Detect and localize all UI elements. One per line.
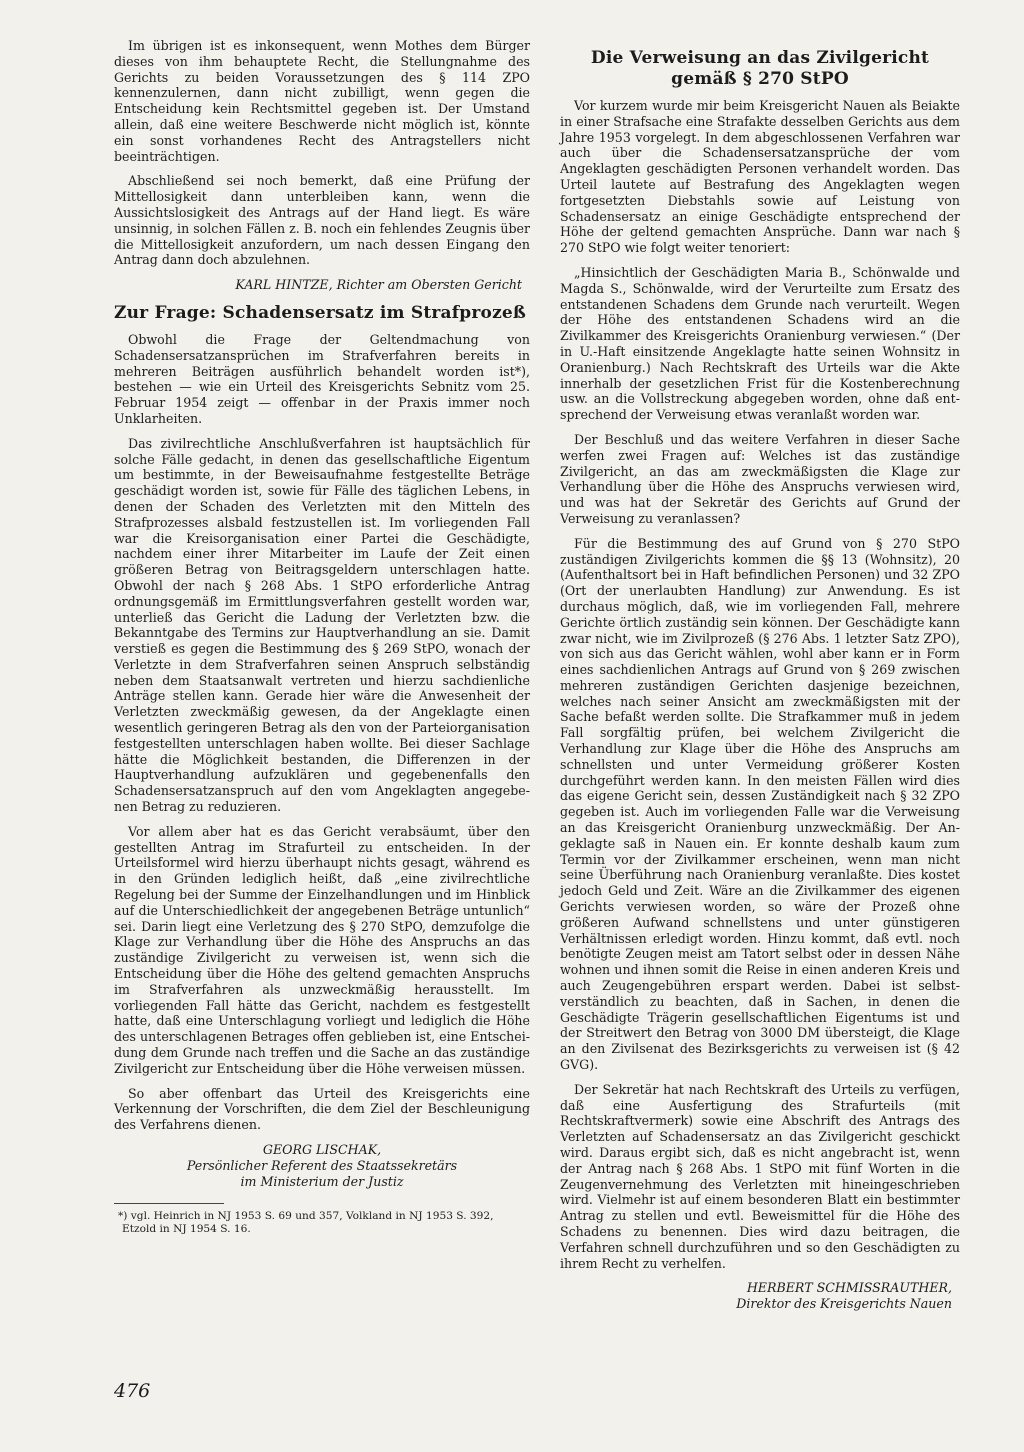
footnote: *) vgl. Heinrich in NJ 1953 S. 69 und 357, Volkland in NJ 1953 S. 392, Etzold in NJ 1954 S. 16. [118,1210,494,1236]
article-title-left: Zur Frage: Schadensersatz im Strafprozeß [114,302,527,323]
right-paragraph-3: Der Beschluß und das weitere Verfahren in dieser Sache werfen zwei Fragen auf: Welches ist das zuständige Zivilgericht, an das am zweckmäßigsten die Klage zur Verhandlung über die Höhe des Anspruchs verwiesen wird, und was hat der Sekretär des Gerichts auf Grund der Verweisung zu veranlassen? [560,431,960,526]
footnote-divider [114,1203,224,1204]
right-signature-name: HERBERT SCHMISSRAUTHER, [746,1280,952,1296]
article-title-right-line-1: Die Verweisung an das Zivilgericht [590,48,930,68]
left-article-paragraph-3: Vor allem aber hat es das Gericht verabsäumt, über den gestellten Antrag im Strafurteil zu entscheiden. In der Urteilsformel wird hierzu überhaupt nichts gesagt, während es in den Gründen lediglich heißt, daß „eine zivilrechtliche Regelung bei der Summe der Einzelhandlungen und im Hinblick auf die Unterschiedlichkeit der angegebenen Beträge untunlich“ sei. Darin liegt eine Verletzung des § 270 StPO, demzufolge die Klage zur Verhandlung über die Höhe des Anspruchs an das zuständige Zivilgericht zu verweisen ist, wenn sich die Entscheidung über die Höhe des geltend gemachten Anspruchs im Strafverfahren als unzweckmäßig herausstellt. Im vorliegenden Fall hätte das Gericht, nachdem es festgestellt hatte, daß eine Unterschlagung vorliegt und lediglich die Höhe des unterschlagenen Betrages offen geblieben ist, eine Entscheidung dem Grunde nach treffen und die Sache an das zuständige Zivilgericht zur Entscheidung über die Höhe verweisen müssen. [114,823,530,1076]
signature-name: GEORG LISCHAK, [262,1142,382,1157]
signature-role-line-1: Persönlicher Referent des Staatssekretärs [186,1157,458,1173]
right-column [560,38,960,1322]
right-paragraph-4: Für die Bestimmung des auf Grund von § 270 StPO zuständigen Zivilgerichts kommen die §§ 13 (Wohnsitz), 20 (Aufenthaltsort bei in Haft befindlichen Personen) und 32 ZPO (Ort der unerlaubten Handlung) zur Anwendung. Es ist durchaus möglich, daß, wie im vorliegenden Fall, mehrere Gerichte örtlich zuständig sein können. Der Geschädigte kann zwar nicht, wie im Zivilprozeß (§ 276 Abs. 1 letzter Satz ZPO), von sich aus das Gericht wählen, wohl aber kann er in Form eines sachdienlichen Antrags auf Grund von § 269 zwischen mehreren zuständigen Gerichten dasjenige bezeichnen, welches nach seiner Ansicht am zweckmäßigsten mit der Sache befaßt werden sollte. Die Strafkammer muß in jedem Fall sorgfältig prüfen, bei welchem Zivilgericht die Verhandlung zur Klage über die Höhe des Anspruchs am schnellsten und unter Vermeidung größerer Kosten durchgeführt werden kann. In den meisten Fällen wird dies das eigene Gericht sein, dessen Zuständigkeit nach § 32 ZPO gegeben ist. Auch im vorliegenden Falle war die Verweisung an das Kreisgericht Oranienburg unzweckmäßig. Der Angeklagte saß in Nauen ein. Er konnte deshalb kaum zum Termin vor der Zivilkammer erscheinen, wenn man nicht seine Überführung nach Oranienburg veranlaßte. Dies kostet jedoch Geld und Zeit. Wäre an die Zivilkammer des eigenen Gerichts verwiesen worden, so wäre der Prozeß ohne größeren Aufwand schnellstens und unter günstigeren Verhältnissen erledigt worden. Hinzu kommt, daß evtl. noch benötigte Zeugen meist am Tatort selbst oder in dessen Nähe wohnen und ihnen somit die Reise in einen anderen Kreis und auch Zeugengebühren erspart werden. Dabei ist selbstverständlich zu beachten, daß in Sachen, in denen die Geschädigte Trägerin gesellschaftlichen Eigentums ist und der Streitwert den Betrag von 3000 DM übersteigt, die Klage an den Zivilsenat des Bezirksgerichts zu verweisen ist (§ 42 GVG). [560,535,960,1073]
intro-paragraph-1: Im übrigen ist es inkonsequent, wenn Mothes dem Bürger dieses von ihm behauptete Recht, die Stellungnahme des Gerichts zu beiden Voraussetzungen des § 114 ZPO kennenzulernen, dann nicht zubilligt, wenn gegen die Entscheidung kein Rechtsmittel gegeben ist. Der Umstand allein, daß eine weitere Beschwerde nicht möglich ist, könnte ein sonst vorhandenes Recht des Antragstellers nicht beeinträchtigen. [114,38,530,164]
right-article-signature [560,1280,960,1312]
right-paragraph-1: Vor kurzem wurde mir beim Kreisgericht Nauen als Beiakte in einer Strafsache eine Strafakte desselben Gerichts aus dem Jahre 1953 vorgelegt. In dem abgeschlossenen Verfahren war auch über die Schadensersatzansprüche der vom Angeklagten geschädigten Personen verhandelt worden. Das Urteil lautete auf Bestrafung des Angeklagten wegen fortgesetzten Diebstahls sowie auf Leistung von Schadensersatz an einige Geschädigte entsprechend der Höhe der geltend gemachten Ansprüche. Dann war nach § 270 StPO wie folgt weiter tenoriert: [560,98,960,256]
left-article-signature [114,1142,530,1189]
left-column [114,38,530,1236]
intro-paragraph-2: Abschließend sei noch bemerkt, daß eine Prüfung der Mittellosigkeit dann unterbleiben kann, wenn die Aussichtslosigkeit des Antrags auf der Hand liegt. Es wäre unsinnig, in solchen Fällen z. B. noch ein fehlendes Zeugnis über die Mittellosigkeit anzufordern, um nach dessen Eingang den Antrag dann doch abzulehnen. [114,173,530,268]
article-title-right-line-2: gemäß § 270 StPO [671,69,849,89]
left-article-paragraph-1: Obwohl die Frage der Geltendmachung von Schadensersatzansprüchen im Strafverfahren bereits in mehreren Beiträgen ausführlich behandelt worden ist*), bestehen — wie ein Urteil des Kreisgerichts Sebnitz vom 25. Februar 1954 zeigt — offenbar in der Praxis immer noch Unklarheiten. [114,331,530,426]
left-article-paragraph-2: Das zivilrechtliche Anschlußverfahren ist hauptsächlich für solche Fälle gedacht, in denen das gesellschaftliche Eigentum um bestimmte, in der Beweisaufnahme festgestellte Beträge geschädigt worden ist, sowie für Fälle des täglichen Lebens, in denen der Schaden des Verletzten mit den Mitteln des Strafprozesses alsbald festzustellen ist. Im vorliegenden Fall war die Kreisorganisation einer Partei die Geschädigte, nachdem einer ihrer Mitarbeiter im Laufe der Zeit einen größeren Betrag von Beitragsgeldern unterschlagen hatte. Obwohl der nach § 268 Abs. 1 StPO erforderliche Antrag ordnungsgemäß im Ermittlungsverfahren gestellt worden war, unterließ das Gericht die Ladung der Verletzten bzw. die Bekanntgabe des Termins zur Hauptverhandlung an sie. Damit verstieß es gegen die Bestimmung des § 269 StPO, wonach der Verletzte in dem Strafverfahren seinen Anspruch selbständig neben dem Staatsanwalt vertreten und hierzu sachdienliche Anträge stellen kann. Gerade hier wäre die Anwesenheit der Verletzten zweckmäßig gewesen, da der Angeklagte einen wesentlich geringeren Betrag als den von der Parteiorganisation festgestellten unterschlagen haben wollte. Bei dieser Sachlage hätte die Möglichkeit bestanden, die Differenzen in der Hauptverhandlung aufzuklären und gegebenenfalls den Schadensersatzanspruch auf den vom Angeklagten angegebenen Betrag zu reduzieren. [114,435,530,815]
right-paragraph-2-quote: „Hinsichtlich der Geschädigten Maria B., Schönwalde und Magda S., Schönwalde, wird der Verurteilte zum Ersatz des entstandenen Schadens dem Grunde nach verurteilt. Wegen der Höhe des entstandenen Schadens wird an die Zivilkammer des Kreisgerichts Oranienburg verwiesen.“ (Der in U.-Haft einsitzende Angeklagte hatte seinen Wohnsitz in Oranienburg.) Nach Rechtskraft des Urteils war die Akte innerhalb der gesetzlichen Frist für die Kostenberechnung usw. an die Vollstreckung abgegeben worden, ohne daß entsprechend der Verweisung etwas veranlaßt worden war. [560,264,960,423]
article-title-right [560,48,960,90]
right-paragraph-5: Der Sekretär hat nach Rechtskraft des Urteils zu verfügen, daß eine Ausfertigung des Strafurteils (mit Rechtskraftvermerk) sowie eine Abschrift des Antrags des Verletzten auf Schadensersatz an das Zivilgericht geschickt wird. Daraus ergibt sich, daß es nicht angebracht ist, wenn der Antrag nach § 268 Abs. 1 StPO mit fünf Worten in die Zeugenvernehmung des Verletzten mit hineingeschrieben wird. Vielmehr ist auf einem besonderen Blatt ein bestimmter Antrag zu stellen und evtl. Beweismittel für die Höhe des Schadens zu benennen. Dies wird dazu beitragen, die Verfahren schnell durchzuführen und so den Geschädigten zu ihrem Recht zu verhelfen. [560,1081,960,1271]
left-article-paragraph-4: So aber offenbart das Urteil des Kreisgerichts eine Verkennung der Vorschriften, die dem Ziel der Beschleunigung des Verfahrens dienen. [114,1085,530,1133]
intro-signature: KARL HINTZE, Richter am Obersten Gericht [235,277,522,293]
signature-role-line-2: im Ministerium der Justiz [240,1173,404,1189]
right-signature-role: Direktor des Kreisgerichts Nauen [736,1296,952,1312]
page-number: 476 [114,1380,151,1402]
